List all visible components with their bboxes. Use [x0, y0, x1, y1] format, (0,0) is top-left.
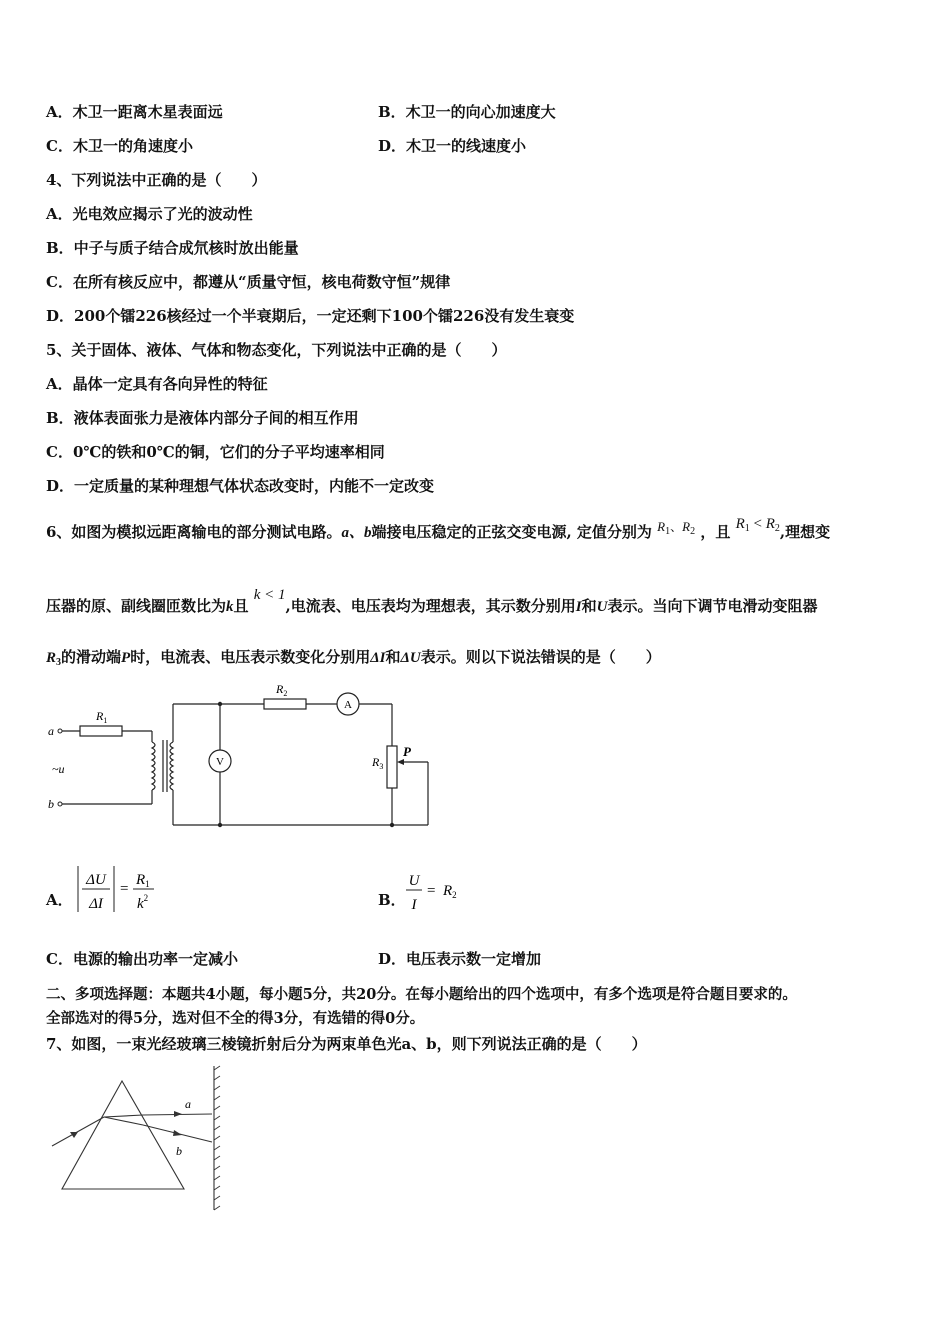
circuit-label-p: P: [403, 744, 411, 759]
circuit-label-a: a: [48, 724, 54, 738]
svg-text:k2: $k^2$: [137, 893, 149, 912]
q6-separator: 、: [670, 520, 683, 534]
circuit-label-u: ~u: [52, 762, 65, 776]
svg-text:=: =: [120, 881, 129, 897]
q6-option-a-formula: [70, 862, 170, 918]
q3-option-c: C．木卫一的角速度小: [46, 137, 193, 155]
q4-option-d: D．200个镭226核经过一个半衰期后，一定还剩下100个镭226没有发生衰变: [46, 307, 575, 325]
q6-stem-line1: [46, 516, 831, 548]
q6-inequality-r1-r2: $R_1 < R_2$: [735, 516, 780, 534]
q6-stem-text: 端接电压稳定的正弦交变电源, 定值分别为: [371, 523, 652, 541]
q6-k-symbol: k: [226, 599, 234, 615]
q6-option-b-label: B．: [378, 891, 406, 909]
terminal-b: [58, 802, 62, 806]
q6-stem-text: 的滑动端: [61, 648, 122, 666]
q6-stem-text: 表示。则以下说法错误的是（ ）: [420, 648, 661, 666]
q6-r3-symbol: $R_3$: [46, 650, 62, 668]
q6-stem-text: ,电流表、电压表均为理想表，其示数分别用: [285, 597, 576, 615]
q6-option-c: C．电源的输出功率一定减小: [46, 950, 238, 968]
q6-delta-I: ΔI: [370, 650, 386, 666]
q6-r2-symbol: $R_2$: [682, 519, 696, 537]
q6-stem-text: 且: [233, 597, 249, 615]
q5-stem: 5、关于固体、液体、气体和物态变化，下列说法中正确的是（ ）: [46, 341, 507, 359]
q6-stem-text: 时，电流表、电压表示数变化分别用: [130, 648, 371, 666]
q7-stem: 7、如图，一束光经玻璃三棱镜折射后分为两束单色光a、b，则下列说法正确的是（ ）: [46, 1035, 647, 1053]
circuit-label-r3: $R_3$: [372, 755, 384, 771]
q3-option-b: B．木卫一的向心加速度大: [378, 103, 556, 121]
circuit-label-r1: $R_1$: [96, 709, 108, 725]
slider-arrow-icon: [397, 759, 404, 765]
svg-text:ΔU: ΔU: [86, 872, 106, 888]
terminal-a: [58, 729, 62, 733]
q6-stem-text: 6、如图为模拟远距离输电的部分测试电路。: [46, 523, 342, 541]
svg-text:R1: $R_1$: [136, 872, 150, 889]
q6-stem-text: 和: [581, 597, 597, 615]
q3-option-a: A．木卫一距离木星表面远: [46, 103, 223, 121]
q6-stem-text: 压器的原、副线圈匝数比为: [46, 597, 227, 615]
q6-terminals-ab: a、b: [341, 525, 372, 541]
q6-option-d: D．电压表示数一定增加: [378, 950, 542, 968]
circuit-label-r2: $R_2$: [276, 682, 288, 698]
q5-option-d: D．一定质量的某种理想气体状态改变时，内能不一定改变: [46, 477, 435, 495]
q6-stem-line3: [46, 647, 661, 673]
ray-a-arrow-icon: [174, 1111, 182, 1117]
q4-option-a: A．光电效应揭示了光的波动性: [46, 205, 253, 223]
secondary-coil: [170, 742, 173, 790]
q6-option-b-formula: [402, 866, 482, 916]
q3-option-d: D．木卫一的线速度小: [378, 137, 527, 155]
q6-I-symbol: I: [575, 599, 582, 615]
q6-stem-text: 和: [385, 648, 401, 666]
section2-heading-line2: 全部选对的得5分，选对但不全的得3分，有选错的得0分。: [46, 1010, 425, 1027]
svg-text:ΔI: ΔI: [89, 896, 103, 912]
q4-option-c: C．在所有核反应中，都遵从“质量守恒，核电荷数守恒”规律: [46, 273, 451, 291]
q6-delta-U: ΔU: [400, 650, 421, 666]
ray-b-arrow-icon: [173, 1130, 182, 1136]
ray-b-label: b: [176, 1144, 182, 1158]
q4-option-b: B．中子与质子结合成氘核时放出能量: [46, 239, 299, 257]
q6-P-symbol: P: [121, 650, 131, 666]
svg-text:=: =: [427, 883, 436, 899]
svg-text:U: U: [408, 873, 420, 889]
ammeter-label: A: [344, 699, 352, 711]
q5-option-b: B．液体表面张力是液体内部分子间的相互作用: [46, 409, 359, 427]
q6-k-inequality: k < 1: [253, 587, 286, 603]
q6-r1-symbol: $R_1$: [657, 519, 671, 537]
circuit-label-b: b: [48, 797, 54, 811]
primary-coil: [152, 742, 155, 790]
q5-option-c: C．0℃的铁和0℃的铜，它们的分子平均速率相同: [46, 443, 385, 461]
r3-rheostat: [387, 746, 397, 788]
q6-stem-text: ,理想变: [779, 523, 831, 541]
svg-text:I: I: [411, 897, 417, 913]
q4-stem: 4、下列说法中正确的是（ ）: [46, 171, 267, 189]
r1-resistor: [80, 726, 122, 736]
prism-diagram: [40, 1062, 240, 1217]
ray-a-label: a: [185, 1097, 191, 1111]
q6-stem-text: ，且: [700, 523, 731, 541]
q6-stem-text: 表示。当向下调节电滑动变阻器: [607, 597, 818, 615]
svg-text:R2: $R_2$: [443, 883, 457, 900]
q6-stem-line2: [46, 587, 818, 617]
q6-U-symbol: U: [596, 599, 608, 615]
q6-option-a-label: A．: [46, 891, 73, 909]
circuit-diagram: [40, 680, 440, 840]
q5-option-a: A．晶体一定具有各向异性的特征: [46, 375, 268, 393]
prism: [62, 1081, 184, 1189]
voltmeter-label: V: [216, 756, 224, 768]
r2-resistor: [264, 699, 306, 709]
section2-heading-line1: 二、多项选择题：本题共4小题，每小题5分，共20分。在每小题给出的四个选项中，有多个选项是符合题目要求的。: [46, 986, 797, 1003]
